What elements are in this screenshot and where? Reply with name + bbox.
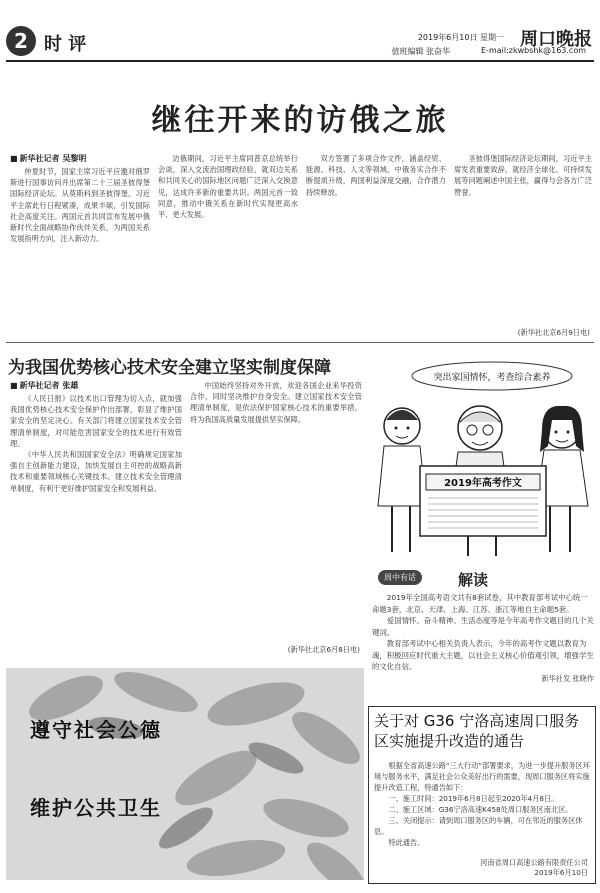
issue-date: 2019年6月10日 星期一 [417, 33, 504, 42]
article2-headline: 为我国优势核心技术安全建立坚实制度保障 [8, 358, 331, 378]
header-rule [6, 60, 594, 62]
public-service-photo [6, 668, 364, 880]
cartoon-drawing [372, 356, 598, 564]
notice-body [374, 760, 590, 848]
commentary-title: 解读 [458, 571, 489, 589]
commentary-paragraph: 教育部考试中心相关负责人表示，今年的高考作文题以教育为魂，积极回应时代重大主题，以社会主义核心价值观引领，增强学生的文化自信。 [372, 639, 594, 671]
commentary-signoff: 新华社发 张晓作 [541, 673, 594, 683]
commentary-body [372, 592, 594, 684]
article1-paragraph: 访俄期间，习近平主席同普京总统举行会谈，深入交流治国理政经验，就双边关系和共同关心的国际地区问题广泛深入交换意见，达成许多新的重要共识。两国元首一致同意，推动中俄关系在新时代实现更高水平、更大发展。 [158, 154, 298, 220]
paper-masthead: 周口晚报 [520, 29, 592, 50]
article1-signoff: (新华社北京6月9日电) [517, 328, 590, 337]
article2-paragraph: 《中华人民共和国国家安全法》明确规定国家加强自主创新能力建设，加快发展自主可控的战略高新技术和重要领域核心关键技术。建立技术安全管理清单制度，有利于更好维护国家安全和发展利益。 [10, 450, 182, 493]
article1-column-4 [454, 153, 592, 321]
article2-paragraph: 《人民日报》以技术出口管理为切入点，就加强我国优势核心技术安全保护作出部署，彰显了维护国家安全的坚定决心。有关部门将建立国家技术安全管理清单制度，对可能危害国家安全的技术进行有效管理。 [10, 394, 182, 448]
contact-email: E-mail:zkwbshk@163.com [481, 46, 586, 55]
slogan-line-2: 维护公共卫生 [30, 796, 162, 820]
notice-paragraph: 特此通告。 [388, 838, 425, 847]
notice-title: 关于对 G36 宁洛高速周口服务区实施提升改造的通告 [374, 712, 580, 750]
notice-company: 河南省周口高速公路有限责任公司 [480, 858, 588, 867]
article2-column-1 [10, 393, 182, 657]
commentary-paragraph: 2019年全国高考语文共有8套试卷，其中教育部考试中心统一命题3套，北京、天津、上海、江苏、浙江等地自主命题5套。 [372, 593, 588, 614]
section-name: 时 评 [44, 34, 87, 55]
article1-byline: ■ 新华社记者 吴黎明 [10, 153, 86, 164]
cartoon-bubble-text: 突出家国情怀，考查综合素养 [433, 373, 551, 383]
article2-column-2 [190, 380, 362, 642]
article1-column-2 [158, 153, 298, 336]
article2-byline: ■ 新华社记者 张雄 [10, 380, 78, 391]
page-number-badge: 2 [6, 26, 36, 56]
cartoon-sign-text: 2019年高考作文 [444, 478, 522, 489]
commentary-tag: 周中有话 [378, 570, 422, 585]
notice-paragraph: 二、施工区域：G36宁洛高速K458处周口服务区南北区。 [388, 805, 573, 814]
slogan-line-1: 遵守社会公德 [30, 718, 162, 742]
notice-date: 2019年6月10日 [534, 868, 588, 877]
notice-paragraph: 三、关闭提示：请到周口服务区的车辆，可在邻近的服务区休息。 [374, 816, 583, 836]
cartoon-illustration [372, 356, 598, 564]
article1-headline: 继往开来的访俄之旅 [151, 103, 449, 138]
notice-signature [480, 858, 588, 878]
notice-paragraph: 一、施工时间：2019年6月8日起至2020年4月8日。 [388, 794, 559, 803]
commentary-paragraph: 爱国情怀、奋斗精神、生活态度等是今年高考作文题目的几个关键词。 [372, 616, 594, 637]
section-divider [6, 342, 594, 343]
article1-column-3 [306, 153, 446, 336]
editor-credit: 值班编辑 张奋华 [391, 47, 450, 56]
article1-paragraph: 双方签署了多项合作文件，涵盖经贸、能源、科技、人文等领域。中俄务实合作不断提质升级，两国利益深度交融，合作潜力持续释放。 [306, 154, 446, 197]
article1-paragraph: 仲夏时节，国家主席习近平应邀对俄罗斯进行国事访问并出席第二十三届圣彼得堡国际经济论坛。从莫斯科到圣彼得堡，习近平主席此行日程紧凑，成果丰硕，引发国际社会高度关注。两国元首共同宣布发展中俄新时代全面战略协作伙伴关系，为两国关系发展指明方向，注入新动力。 [10, 167, 150, 244]
notice-paragraph: 根据全省高速公路“三大行动”部署要求，为进一步提升服务区环境与服务水平，满足社会公众美好出行的需要，现周口服务区将实施提升改造工程，特通告如下： [374, 761, 590, 792]
article2-signoff: (新华社北京6月8日电) [287, 645, 360, 654]
article1-paragraph: 圣彼得堡国际经济论坛期间，习近平主席发表重要致辞，就经济全球化、可持续发展等问题阐述中国主张，赢得与会各方广泛赞誉。 [454, 154, 592, 197]
article2-paragraph: 中国始终坚持对外开放，欢迎各国企业来华投资合作，同时坚决维护自身安全。建立国家技术安全管理清单制度，是依法保护国家核心技术的重要举措，将为我国高质量发展提供坚实保障。 [190, 381, 362, 424]
article1-column-1 [10, 166, 150, 336]
foliage-drawing [6, 668, 364, 880]
